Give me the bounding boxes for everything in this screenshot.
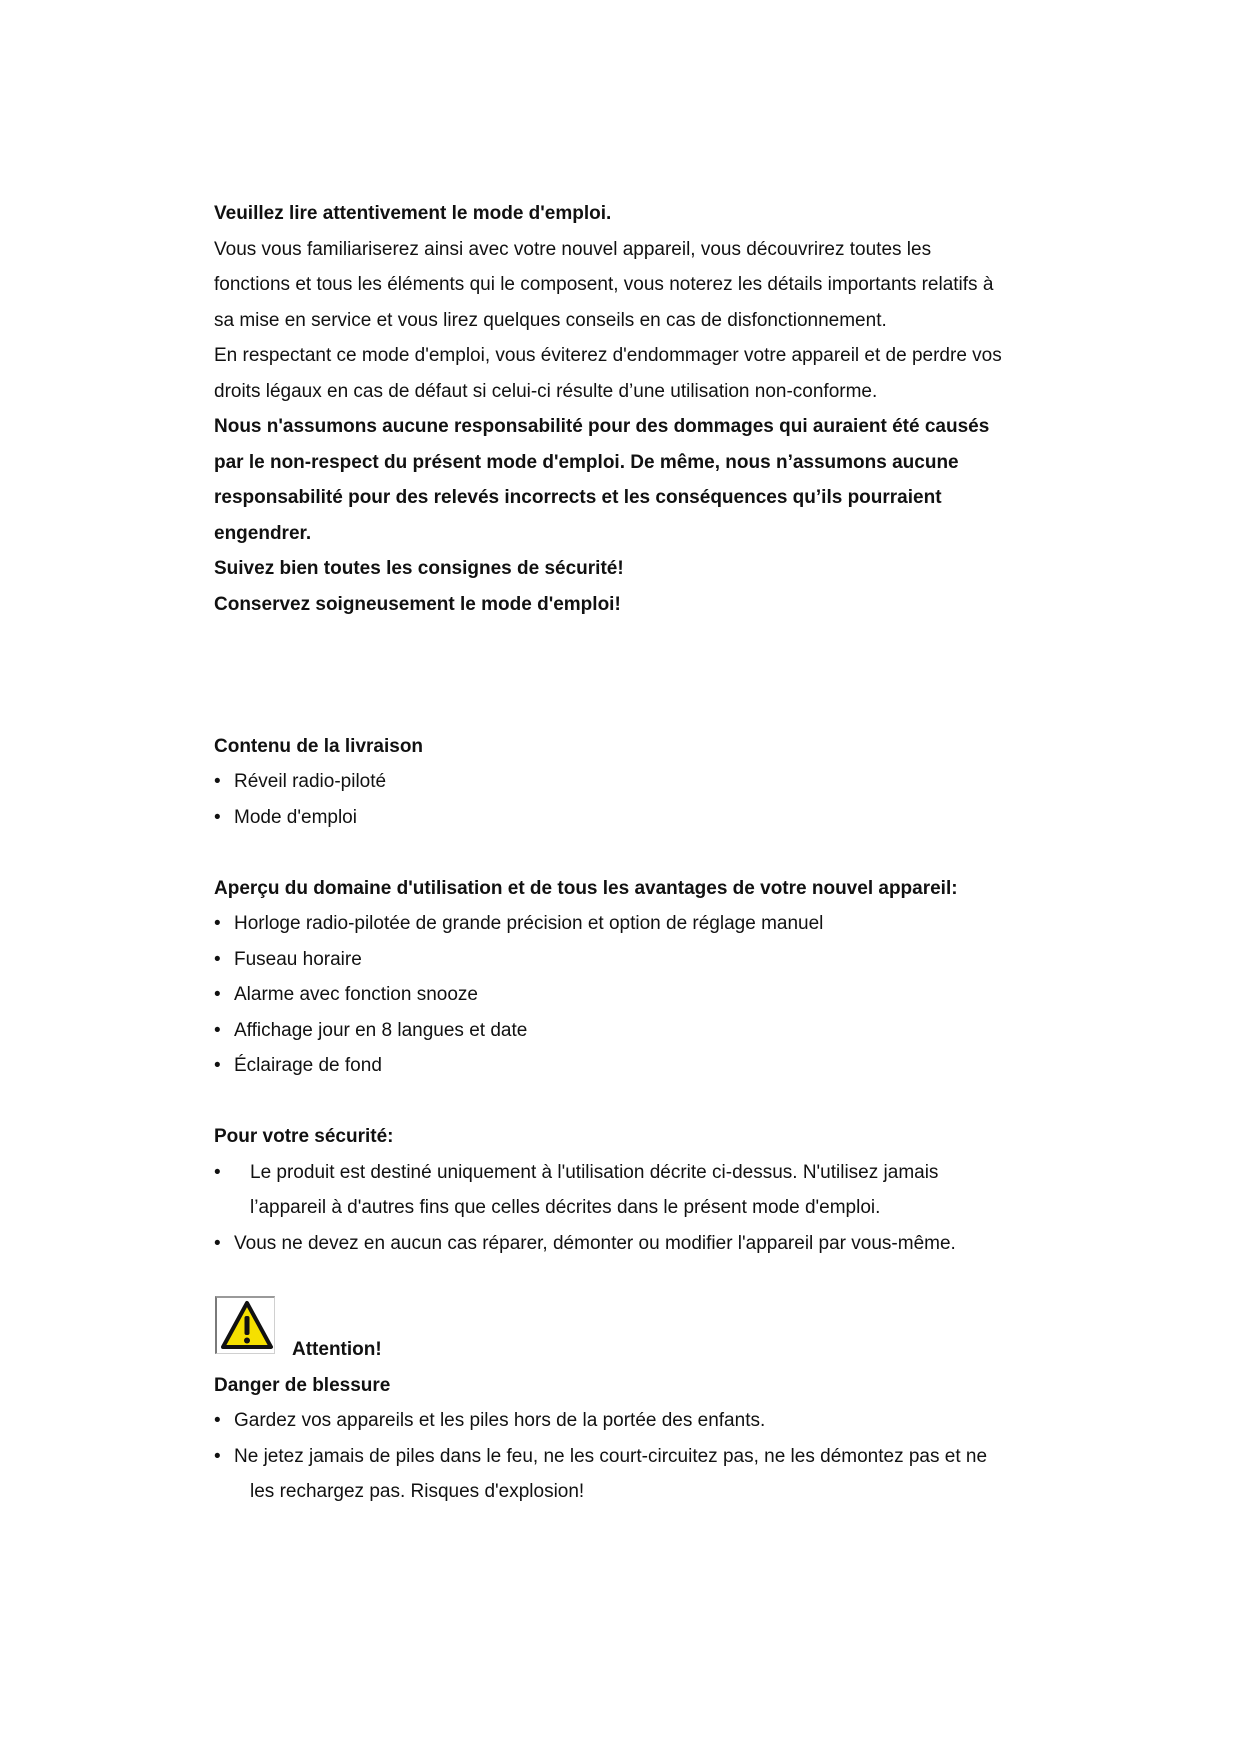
- text-line: sa mise en service et vous lirez quelques conseils en cas de disfonctionnement.: [214, 309, 887, 331]
- warning-triangle-icon: [215, 1296, 275, 1354]
- list-item: • Affichage jour en 8 langues et date: [214, 1013, 1044, 1049]
- overview-heading: Aperçu du domaine d'utilisation et de tous les avantages de votre nouvel appareil:: [214, 877, 958, 899]
- list-item: • Éclairage de fond: [214, 1048, 1044, 1084]
- intro-heading: Veuillez lire attentivement le mode d'emploi.: [214, 203, 612, 224]
- overview-list: [214, 906, 1044, 1084]
- list-item: [214, 1155, 1044, 1226]
- list-item: • Alarme avec fonction snooze: [214, 977, 1044, 1013]
- warning-list-3: [214, 1439, 1044, 1510]
- text-line: par le non-respect du présent mode d'emploi. De même, nous n’assumons aucune: [214, 451, 959, 473]
- disclaimer-paragraph: [214, 409, 1044, 551]
- text-line: les rechargez pas. Risques d'explosion!: [250, 1481, 585, 1502]
- warning-list: [214, 1403, 1044, 1439]
- keep-instruction: Conservez soigneusement le mode d'emploi!: [214, 593, 621, 615]
- safety-list-1: [214, 1155, 1044, 1226]
- intro-paragraph-1: [214, 232, 1044, 339]
- list-item: • Mode d'emploi: [214, 800, 1044, 836]
- warning-triangle-graphic: [220, 1300, 274, 1352]
- spacer: [214, 835, 1044, 871]
- safety-heading: Pour votre sécurité:: [214, 1126, 394, 1147]
- list-item: • Horloge radio-pilotée de grande précision et option de réglage manuel: [214, 906, 1044, 942]
- text-line: Nous n'assumons aucune responsabilité pour des dommages qui auraient été causés: [214, 416, 990, 437]
- warning-label: Attention!: [292, 1339, 382, 1360]
- text-line: En respectant ce mode d'emploi, vous éviterez d'endommager votre appareil et de perdre vos: [214, 345, 1002, 366]
- text-line: Vous vous familiariserez ainsi avec votre nouvel appareil, vous découvrirez toutes les: [214, 238, 932, 260]
- list-item: • Vous ne devez en aucun cas réparer, démonter ou modifier l'appareil par vous-même.: [214, 1226, 1044, 1262]
- text-line: responsabilité pour des relevés incorrects et les conséquences qu’ils pourraient: [214, 487, 942, 508]
- safety-instruction: Suivez bien toutes les consignes de sécurité!: [214, 558, 624, 579]
- spacer: [214, 1261, 1044, 1297]
- list-item: • Gardez vos appareils et les piles hors de la portée des enfants.: [214, 1403, 1044, 1439]
- list-item: [214, 1439, 1044, 1510]
- document-page: [214, 196, 1044, 1510]
- text-line: fonctions et tous les éléments qui le composent, vous noterez les détails importants relatifs à: [214, 274, 994, 295]
- spacer: [214, 693, 1044, 729]
- intro-paragraph-2: [214, 338, 1044, 409]
- spacer: [214, 1084, 1044, 1120]
- list-item: • Fuseau horaire: [214, 942, 1044, 978]
- warning-row: [214, 1297, 1044, 1368]
- text-line: l’appareil à d'autres fins que celles décrites dans le présent mode d'emploi.: [250, 1197, 881, 1218]
- list-item: • Réveil radio-piloté: [214, 764, 1044, 800]
- text-line: • Ne jetez jamais de piles dans le feu, ne les court-circuitez pas, ne les démontez pas et ne: [234, 1445, 988, 1467]
- text-line: engendrer.: [214, 522, 312, 544]
- safety-list-2: [214, 1226, 1044, 1262]
- warning-subheading: Danger de blessure: [214, 1374, 391, 1396]
- delivery-heading: Contenu de la livraison: [214, 735, 424, 757]
- text-line: • Le produit est destiné uniquement à l'utilisation décrite ci-dessus. N'utilisez jamais: [250, 1161, 939, 1183]
- spacer: [214, 622, 1044, 693]
- delivery-list: [214, 764, 1044, 835]
- text-line: droits légaux en cas de défaut si celui-ci résulte d’une utilisation non-conforme.: [214, 380, 878, 402]
